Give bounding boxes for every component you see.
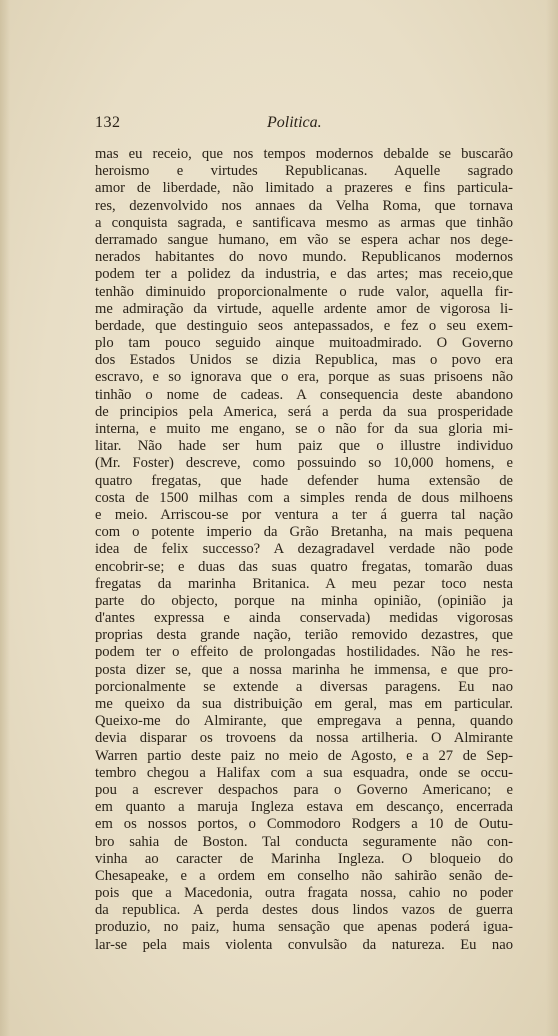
text-line: (Mr. Foster) descreve, como possuindo so 10,000 homens, e: [95, 455, 513, 472]
text-line: vinha ao caracter de Marinha Ingleza. O bloqueio do: [95, 850, 513, 867]
text-line: interna, e muito me engano, se o não for da sua gloria mi-: [95, 421, 513, 437]
text-line: me queixo da sua distribuição em geral, mas em particular.: [95, 696, 513, 712]
text-line: parte do objecto, porque na minha opinião, (opinião ja: [95, 592, 513, 609]
text-line: pois que a Macedonia, outra fragata nossa, cahio no poder: [95, 885, 513, 902]
text-line: devia disparar os trovoens da nossa artilheria. O Almirante: [95, 730, 513, 747]
text-line: berdade, que destinguio seos antepassados, e fez o seu exem-: [95, 317, 513, 334]
text-line: quatro fregatas, que hade defender huma extensão de: [95, 472, 513, 489]
text-line: produzio, no paiz, huma sensação que apenas poderá igua-: [95, 919, 513, 936]
text-line: com o potente imperio da Grão Bretanha, na mais pequena: [95, 524, 513, 541]
text-line: de principios pela America, será a perda da sua prosperidade: [95, 403, 513, 420]
text-line: costa de 1500 milhas com a simples renda de dous milhoens: [95, 489, 513, 506]
text-line: a conquista sagrada, e santificava mesmo as armas que tinhão: [95, 214, 513, 231]
page-number: 132: [95, 114, 121, 131]
text-line: encobrir-se; e duas das suas quatro fregatas, tomarão duas: [95, 558, 513, 575]
text-line: amor de liberdade, não limitado a prazeres e fins particula-: [95, 180, 513, 197]
text-line: porcionalmente se extende a diversas paragens. Eu nao: [95, 678, 513, 695]
text-line: lar-se pela mais violenta convulsão da natureza. Eu nao: [95, 936, 513, 953]
text-line: Warren partio deste paiz no meio de Agosto, e a 27 de Sep-: [95, 747, 513, 764]
text-line: idea de felix successo? A dezagradavel verdade não pode: [95, 541, 513, 558]
text-line: pou a escrever despachos para o Governo Americano; e: [95, 781, 513, 798]
text-line: tinhão o nome de cadeas. A consequencia deste abandono: [95, 386, 513, 403]
text-line: proprias desta grande nação, terião removido dezastres, que: [95, 627, 513, 644]
text-line: me admiração da virtude, aquelle ardente amor de vigorosa li-: [95, 300, 513, 317]
text-line: bro sahia de Boston. Tal conducta seguramente não con-: [95, 833, 513, 850]
page-shadow-left: [0, 0, 10, 1036]
running-title: Politica.: [267, 114, 322, 131]
body-text: [95, 146, 513, 954]
text-line: podem ter o effeito de prolongadas hostilidades. Não he res-: [95, 644, 513, 661]
text-line: tembro chegou a Halifax com a sua esquadra, onde se occu-: [95, 764, 513, 781]
text-line: da republica. A perda destes dous lindos vazos de guerra: [95, 902, 513, 919]
text-line: res, dezenvolvido nos annaes da Velha Roma, que tornava: [95, 197, 513, 214]
text-line: mas eu receio, que nos tempos modernos debalde se buscarão: [95, 146, 513, 162]
text-line: d'antes expressa e ainda conservada) medidas vigorosas: [95, 610, 513, 627]
text-line: plo tam pouco seguido ainque muitoadmirado. O Governo: [95, 335, 513, 352]
text-line: podem ter a polidez da industria, e das artes; mas receio,que: [95, 266, 513, 283]
text-line: em os nossos portos, o Commodoro Rodgers a 10 de Outu-: [95, 816, 513, 833]
page-header: [95, 114, 511, 136]
page-shadow-right: [546, 0, 558, 1036]
text-line: litar. Não hade ser hum paiz que o illustre individuo: [95, 438, 513, 455]
text-line: escravo, e so ignorava que o era, porque as suas prisoens não: [95, 369, 513, 386]
text-line: heroismo e virtudes Republicanas. Aquelle sagrado: [95, 163, 513, 180]
text-line: derramado sangue humano, em vão se espera achar nos dege-: [95, 231, 513, 248]
text-line: e meio. Arriscou-se por ventura a ter á guerra tal nação: [95, 506, 513, 523]
text-line: Chesapeake, e a ordem em conselho não sahirão senão de-: [95, 867, 513, 884]
text-line: tenhão diminuido proporcionalmente o rude valor, aquella fir-: [95, 283, 513, 300]
text-line: nerados habitantes do novo mundo. Republicanos modernos: [95, 249, 513, 266]
text-line: fregatas da marinha Britanica. A meu pezar toco nesta: [95, 575, 513, 592]
text-line: em quanto a maruja Ingleza estava em descanço, encerrada: [95, 799, 513, 816]
text-line: dos Estados Unidos se dizia Republica, mas o povo era: [95, 352, 513, 369]
text-line: Queixo-me do Almirante, que empregava a penna, quando: [95, 713, 513, 730]
text-line: posta dizer se, que a nossa marinha he immensa, e que pro-: [95, 661, 513, 678]
